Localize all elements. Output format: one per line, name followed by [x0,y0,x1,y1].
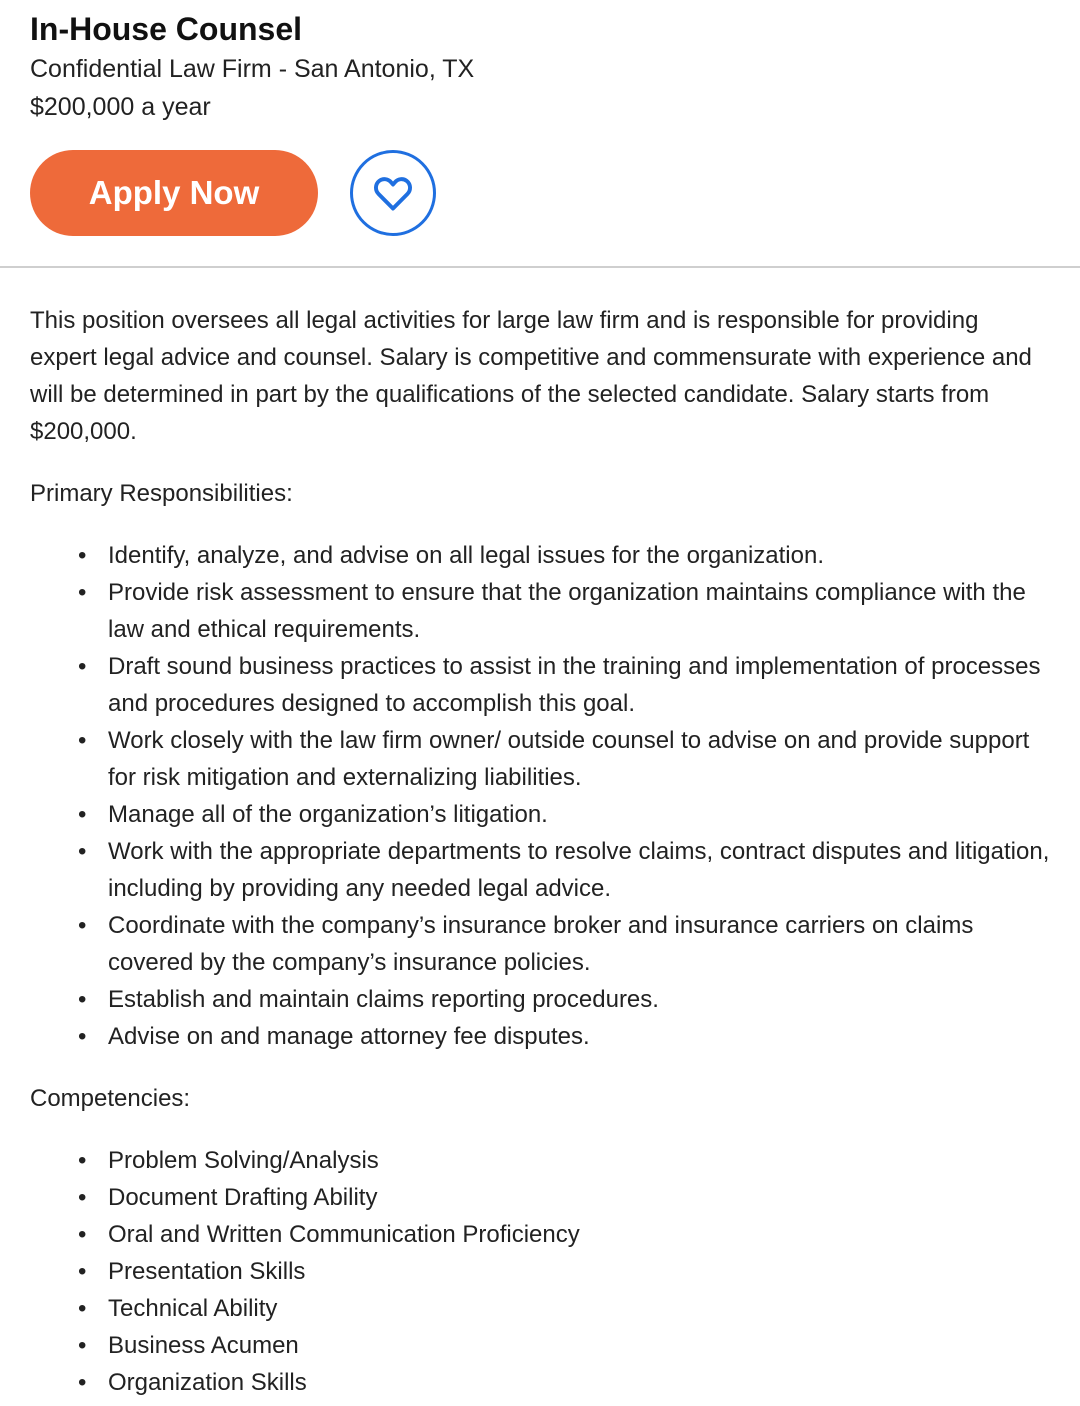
list-item: • Identify, analyze, and advise on all legal issues for the organization. [78,537,1050,574]
responsibilities-heading: Primary Responsibilities: [30,480,293,507]
bullet-icon: • [78,838,87,865]
list-item: • Advise on and manage attorney fee disputes. [78,1018,1050,1055]
bullet-icon: • [78,579,87,606]
job-header [0,0,1080,268]
list-item: • Business Acumen [78,1327,1050,1364]
list-item: • Establish and maintain claims reporting procedures. [78,981,1050,1018]
bullet-icon: • [78,912,87,939]
bullet-icon: • [78,1332,87,1359]
heart-icon [373,175,413,211]
bullet-icon: • [78,1258,87,1285]
job-description [0,268,1080,1401]
job-title: In-House Counsel [30,11,303,47]
list-item: • Work with the appropriate departments to resolve claims, contract disputes and litigation, including by providing any needed legal advice. [78,833,1050,907]
list-item: • Provide risk assessment to ensure that the organization maintains compliance with the law and ethical requirements. [78,574,1050,648]
bullet-icon: • [78,1147,87,1174]
responsibilities-list [78,537,1050,1055]
list-item: • Document Drafting Ability [78,1179,1050,1216]
list-item: • Problem Solving/Analysis [78,1142,1050,1179]
competencies-heading: Competencies: [30,1085,191,1112]
salary: $200,000 a year [30,93,211,121]
competencies-list [78,1142,1050,1401]
bullet-icon: • [78,1369,87,1396]
header-divider [0,266,1080,268]
list-item: • Technical Ability [78,1290,1050,1327]
bullet-icon: • [78,1221,87,1248]
bullet-icon: • [78,801,87,828]
bullet-icon: • [78,1184,87,1211]
list-item: • Oral and Written Communication Proficiency [78,1216,1050,1253]
list-item: • Presentation Skills [78,1253,1050,1290]
bullet-icon: • [78,1295,87,1322]
list-item: • Draft sound business practices to assist in the training and implementation of processes and procedures designed to accomplish this goal. [78,648,1050,722]
list-item: • Manage all of the organization’s litigation. [78,796,1050,833]
list-item: • Work closely with the law firm owner/ outside counsel to advise on and provide support for risk mitigation and externalizing liabilities. [78,722,1050,796]
list-item: • Organization Skills [78,1364,1050,1401]
description-intro: This position oversees all legal activities for large law firm and is responsible for providing expert legal advice and counsel. Salary is competitive and commensurate with experience and will be determined in part by the qualifications of the selected candidate. Salary starts from $200,000. [30,307,1032,445]
list-item: • Coordinate with the company’s insurance broker and insurance carriers on claims covered by the company’s insurance policies. [78,907,1050,981]
bullet-icon: • [78,653,87,680]
save-job-button[interactable] [350,150,436,236]
apply-now-button[interactable]: Apply Now [30,150,318,236]
job-actions [30,150,1050,236]
bullet-icon: • [78,986,87,1013]
bullet-icon: • [78,542,87,569]
bullet-icon: • [78,1023,87,1050]
bullet-icon: • [78,727,87,754]
company-location: Confidential Law Firm - San Antonio, TX [30,55,475,83]
